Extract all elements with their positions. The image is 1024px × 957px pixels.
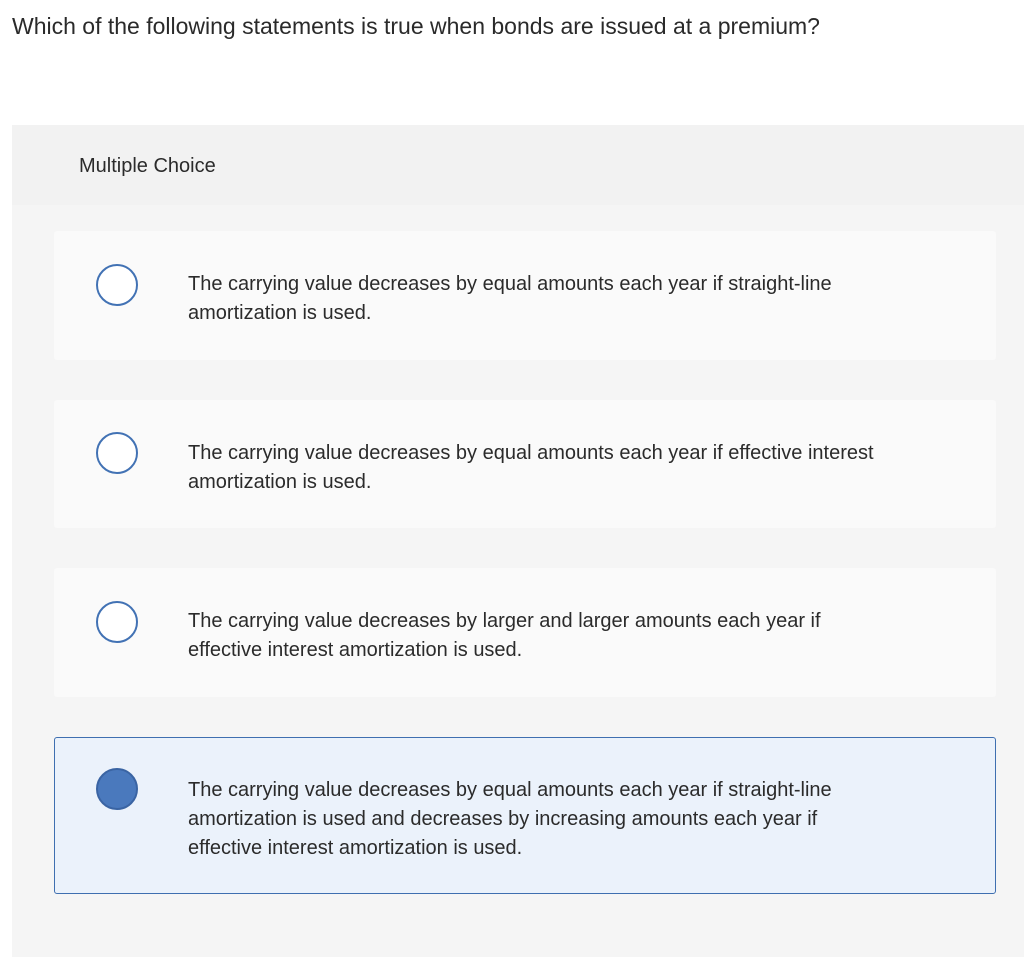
multiple-choice-panel xyxy=(12,125,1024,957)
answer-option-1-text: The carrying value decreases by equal amounts each year if straight-line amortization is used. xyxy=(188,273,832,324)
panel-title: Multiple Choice xyxy=(79,155,216,177)
answer-option-2-text: The carrying value decreases by equal amounts each year if effective interest amortization is used. xyxy=(188,442,874,493)
answer-option-4[interactable] xyxy=(54,737,996,894)
radio-button-1[interactable] xyxy=(96,264,138,306)
question-text: Which of the following statements is true when bonds are issued at a premium? xyxy=(12,13,820,39)
answer-option-3[interactable] xyxy=(54,568,996,697)
radio-button-4[interactable] xyxy=(96,768,138,810)
answer-option-3-text: The carrying value decreases by larger and larger amounts each year if effective interest amortization is used. xyxy=(188,610,821,661)
panel-header xyxy=(12,125,1024,205)
answer-option-4-text: The carrying value decreases by equal amounts each year if straight-line amortization is used and decreases by increasing amounts each year if effective interest amortization is used. xyxy=(188,779,832,859)
radio-button-2[interactable] xyxy=(96,432,138,474)
radio-button-3[interactable] xyxy=(96,601,138,643)
answer-option-1[interactable] xyxy=(54,231,996,360)
answer-option-2[interactable] xyxy=(54,400,996,528)
